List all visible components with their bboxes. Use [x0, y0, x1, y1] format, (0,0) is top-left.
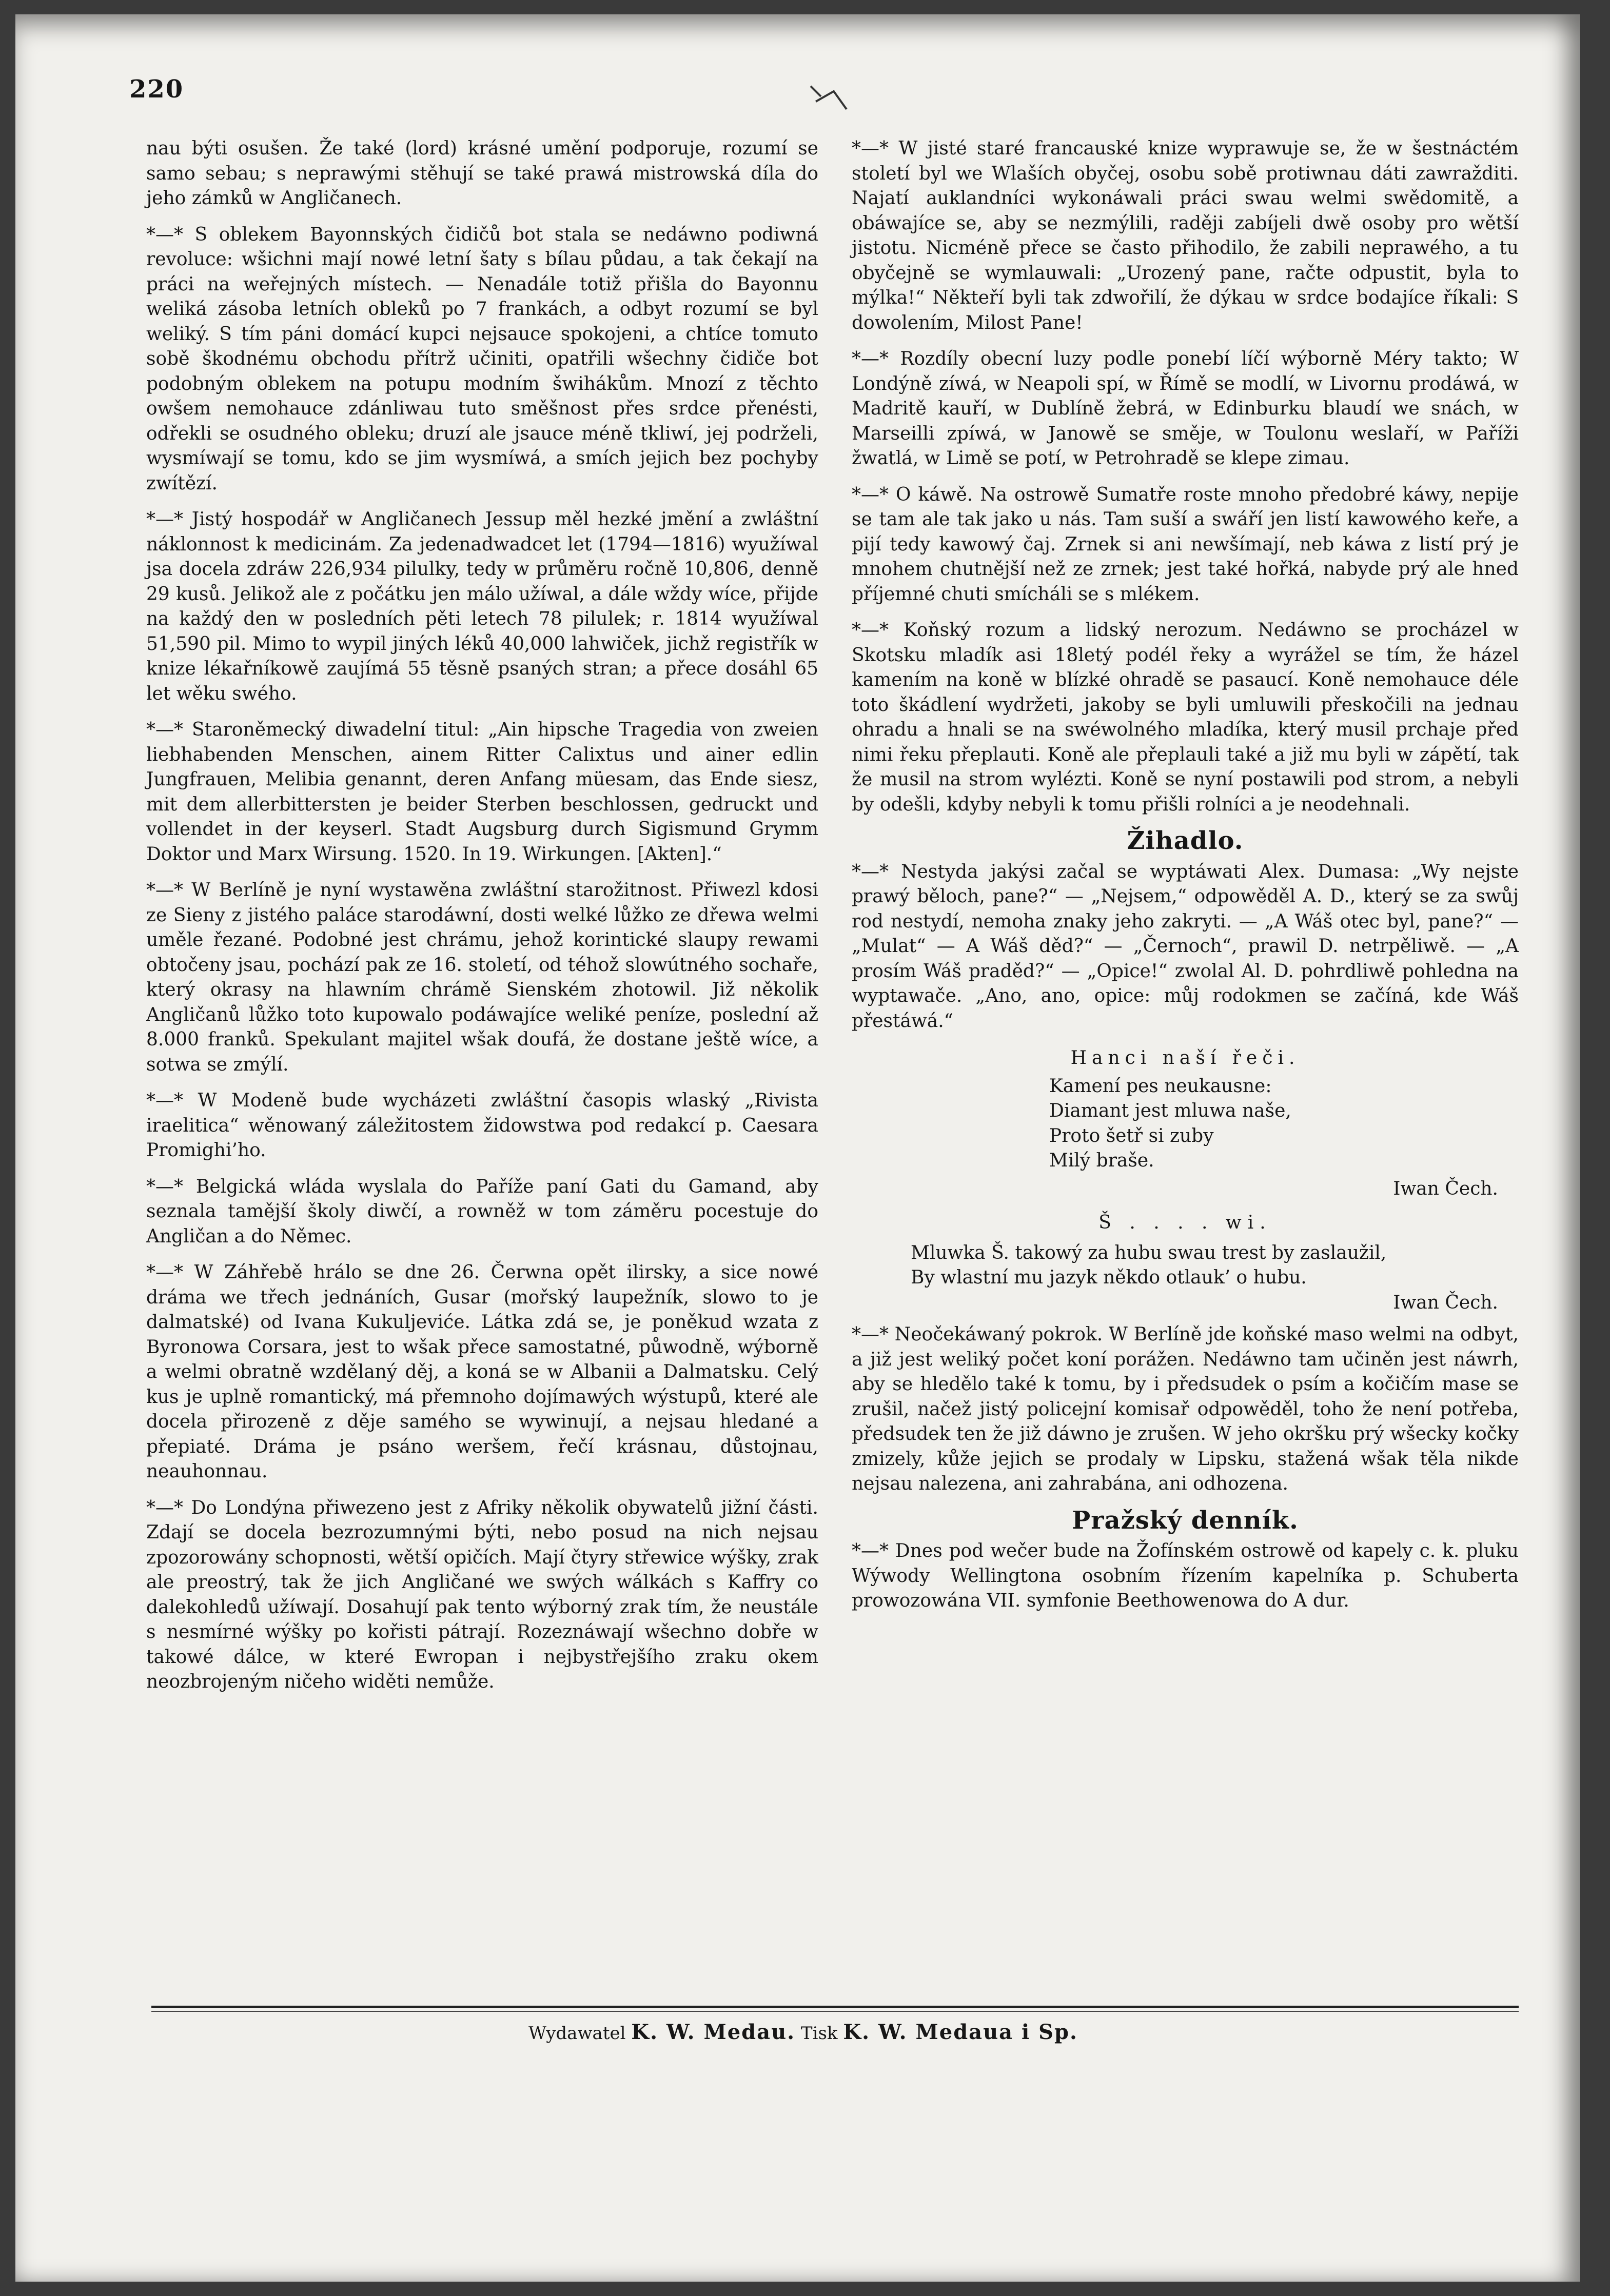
- article-paragraph: *—* Staroněmecký diwadelní titul: „Ain hipsche Tragedia von zweien liebhabenden Menschen, ainem Ritter Calixtus und ainer edlin Jungfrauen, Melibia genannt, deren Anfang müesam, das Ende siesz, mit dem allerbittersten je beider Sterben beschlossen, gedruckt und vollendet in der keyserl. Stadt Augsburg durch Sigismund Grymm Doktor und Marx Wirsung. 1520. In 19. Wirkungen. [Akten].“: [146, 719, 818, 865]
- decorative-mark-icon: [806, 81, 852, 112]
- section-heading-zihadlo: Žihadlo.: [1127, 826, 1244, 855]
- article-paragraph: *—* Belgická wláda wyslala do Paříže paní Gati du Gamand, aby seznala tamější školy diwčí, a rowněž w tom záměru pocestuje do Angličan a do Němec.: [146, 1176, 818, 1247]
- article-paragraph: *—* Koňský rozum a lidský nerozum. Nedáwno se procházel w Skotsku mladík asi 18letý podél řeky a wyrážel se tím, že házel kamením na koně w blízké ohradě se pasaucí. Koně nemohauce déle toto škádlení wydržeti, jakoby se byli umluwili přeskočili na jednau ohradu a hnali se na swéwolného mladíka, který musil prchaje před nimi řeku přeplauti. Koně ale přeplauli také a již mu byli w zápětí, tak že musil na strom wylézti. Koně se nyní postawili pod strom, a nebyli by odešli, kdyby nebyli k tomu přišli rolníci a je neodehnali.: [852, 620, 1519, 815]
- article-paragraph: *—* W Záhřebě hrálo se dne 26. Čerwna opět ilirsky, a sice nowé dráma we třech jednáních, Gusar (mořský laupežník, slowo to je dalmatské) od Ivana Kukuljeviće. Látka zdá se, je poněkud wzata z Byronowa Corsara, jest to wšak přece samostatné, půwodně, wýborně a welmi obratně wzdělaný děj, a koná se w Albanii a Dalmatsku. Celý kus je uplně romantický, má přemnoho dojímawých wýstupů, které ale docela přirozeně z děje samého se wywinují, a nejsau hledané a přepiaté. Dráma je psáno weršem, řečí krásnau, důstojnau, neauhonnau.: [146, 1262, 818, 1482]
- poem-line: Kamení pes neukausne:: [1049, 1075, 1272, 1097]
- poem-signature: Iwan Čech.: [1393, 1178, 1498, 1199]
- poem-line: Proto šetř si zuby: [1049, 1125, 1214, 1146]
- newspaper-page: [15, 14, 1580, 2282]
- imprint: [528, 2020, 1078, 2044]
- article-paragraph: *—* Dnes pod wečer bude na Žofínském ostrowě od kapely c. k. pluku Wýwody Wellingtona osobním řízením kapelníka p. Schuberta prowozowána VII. symfonie Beethowenowa do A dur.: [852, 1540, 1519, 1611]
- section-heading-dennik: Pražský denník.: [1072, 1506, 1299, 1535]
- left-column: [146, 136, 818, 1706]
- poem-line: Milý braše.: [1049, 1150, 1154, 1171]
- epigram-line: Mluwka Š. takowý za hubu swau trest by zaslaužil,: [911, 1242, 1387, 1263]
- article-paragraph: *—* Jistý hospodář w Angličanech Jessup měl hezké jmění a zwláštní náklonnost k medicinám. Za jedenadwadcet let (1794—1816) wyužíwal jsa docela zdráw 226,934 pilulky, tedy w průměru ročně 10,806, denně 29 kusů. Jelikož ale z počátku jen málo užíwal, a dále wždy wíce, přijde na každý den w posledních pěti letech 78 pilulek; r. 1814 wyužíwal 51,590 pil. Mimo to wypil jiných léků 40,000 lahwiček, jichž registřík w knize lékařníkowě zaujímá 55 těsně psaných stran; a přece dosáhl 65 let wěku swého.: [146, 509, 818, 704]
- printer-label: Tisk: [800, 2023, 838, 2044]
- epigram-title: Š . . . . wi.: [1098, 1212, 1272, 1233]
- publisher-label: Wydawatel: [528, 2023, 626, 2044]
- article-paragraph: *—* S oblekem Bayonnských čidičů bot stala se nedáwno podiwná revoluce: wšichni mají nowé letní šaty s bílau půdau, a tak čekají na práci na weřejných místech. — Nenadále totiž přišla do Bayonnu weliká zásoba letních obleků po 7 frankách, a odbyt rozumí se byl weliký. S tím páni domácí kupci nejsauce spokojeni, a chtíce tomuto sobě škodnému obchodu přítrž učiniti, opatřili wšechny čidiče bot podobným oblekem na potupu modním šwihákům. Mnozí z těchto owšem nemohauce zdánliwau tuto směšnost přes srdce přenésti, odřekli se osudného obleku; druzí ale jsauce méně tkliwí, jej podrželi, wysmíwají se tomu, kdo se jim wysmíwá, a smích jejich bez pochyby zwítězí.: [146, 224, 818, 494]
- article-paragraph: *—* Neočekáwaný pokrok. W Berlíně jde koňské maso welmi na odbyt, a již jest weliký počet koní porážen. Nedáwno tam učiněn jest náwrh, aby se hledělo také k tomu, by i předsudek o psím a kočičím mase se zrušil, načež jistý policejní komisař odpowěděl, toho že není potřeba, předsudek ten že již dáwno je zrušen. W jeho okršku prý wšecky kočky zmizely, kůže jejich se prodaly w Lipsku, stažená wšak těla nikde nejsau nalezena, ani zahrabána, ani odhozena.: [852, 1324, 1519, 1494]
- epigram-line: By wlastní mu jazyk někdo otlauk’ o hubu.: [911, 1267, 1307, 1288]
- poem-title: Hanci naší řeči.: [1070, 1047, 1300, 1068]
- article-paragraph: nau býti osušen. Že také (lord) krásné umění podporuje, rozumí se samo sebau; s neprawými stěhují se také prawá mistrowská díla do jeho zámků w Angličanech.: [146, 138, 818, 209]
- article-paragraph: *—* W Modeně bude wycházeti zwláštní časopis wlaský „Rivista iraelitica“ wěnowaný záležitostem židowstwa pod redakcí p. Caesara Promighi’ho.: [146, 1090, 818, 1161]
- footer-divider: [151, 2006, 1519, 2008]
- footer-divider-thin: [151, 2011, 1519, 2012]
- epigram-signature: Iwan Čech.: [1393, 1292, 1498, 1313]
- article-paragraph: *—* W jisté staré francauské knize wyprawuje se, že w šestnáctém století byl we Wlaších obyčej, osobu sobě protiwnau dáti zawražditi. Najatí auklandníci wykonáwali práci swau welmi swědomitě, a obáwajíce se, aby se nezmýlili, raději zabíjeli dwě osoby pro wětší jistotu. Nicméně přece se často přihodilo, že zabili neprawého, a tu obyčejně se wymlauwali: „Urozený pane, račte odpustit, byla to mýlka!“ Někteří byli tak zdwořilí, že dýkau w srdce bodajíce říkali: S dowolením, Milost Pane!: [852, 138, 1519, 333]
- printer-name: K. W. Medaua i Sp.: [843, 2020, 1078, 2044]
- article-paragraph: *—* Do Londýna přiwezeno jest z Afriky několik obywatelů jižní části. Zdají se docela bezrozumnými býti, nebo posud na nich nejsau zpozorowány schopnosti, wětší opičích. Mají čtyry střewice wýšky, zrak ale preostrý, tak že jich Angličané we swých wálkách s Kaffry co dalekohledů užíwají. Dosahují pak tento wýborný zrak tím, že neustále s nesmírné wýšky po kořisti pátrají. Rozeznáwají wšechno dobře w takowé dálce, w které Ewropan i nejbystřejšího zraku okem neozbrojeným ničeho widěti nemůže.: [146, 1497, 818, 1692]
- poem-line: Diamant jest mluwa naše,: [1049, 1100, 1291, 1121]
- page-number: 220: [129, 75, 184, 104]
- epigram: [852, 1241, 1519, 1291]
- poem: [852, 1074, 1519, 1174]
- article-paragraph: *—* O káwě. Na ostrowě Sumatře roste mnoho předobré káwy, nepije se tam ale tak jako u nás. Tam suší a swáří jen listí kawowého keře, a pijí tedy kawowý čaj. Zrnek si ani newšímají, neb káwa z listí prý je mnohem chutnější než ze zrnek; jest také hořká, nabyde prý ale hned příjemné chuti smícháli se s mlékem.: [852, 484, 1519, 605]
- right-column: [852, 136, 1519, 1625]
- article-paragraph: *—* W Berlíně je nyní wystawěna zwláštní starožitnost. Přiwezl kdosi ze Sieny z jistého paláce starodáwní, dosti welké lůžko ze dřewa welmi uměle řezané. Podobné jest chrámu, jehož korintické slaupy rewami obtočeny jsau, pochází pak ze 16. století, od téhož slowútného sochaře, který okrasy na hlawním chrámě Sienském zhotowil. Již několik Angličanů lůžko toto kupowalo podáwajíce weliké peníze, poslední až 8.000 franků. Spekulant majitel wšak doufá, že dostane ještě wíce, a sotwa se zmýlí.: [146, 880, 818, 1075]
- publisher-name: K. W. Medau.: [631, 2020, 796, 2044]
- article-paragraph: *—* Rozdíly obecní luzy podle ponebí líčí wýborně Méry takto; W Londýně zíwá, w Neapoli spí, w Římě se modlí, w Livornu prodáwá, w Madritě kauří, w Dublíně žebrá, w Edinburku blaudí we snách, w Marseilli zpíwá, w Janowě se směje, w Toulonu weslaří, w Paříži žwatlá, w Limě se potí, w Petrohradě se klepe zimau.: [852, 348, 1519, 469]
- dialogue-paragraph: *—* Nestyda jakýsi začal se wyptáwati Alex. Dumasa: „Wy nejste prawý běloch, pane?“ — „Nejsem,“ odpowěděl A. D., který se za swůj rod nestydí, nemoha znaky jeho zakryti. — „A Wáš otec byl, pane?“ — „Mulat“ — A Wáš děd?“ — „Černoch“, prawil D. netrpěliwě. — „A prosím Wáš praděd?“ — „Opice!“ zwolal Al. D. pohrdliwě pohledna na wyptawače. „Ano, ano, opice: můj rodokmen se začíná, kde Wáš přestáwá.“: [852, 861, 1519, 1032]
